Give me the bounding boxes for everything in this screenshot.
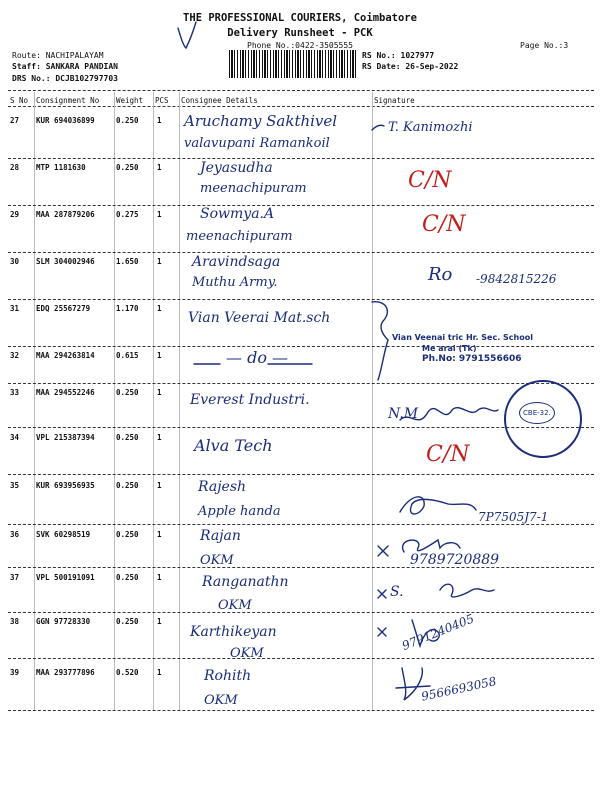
consignee-name: Karthikeyan [190, 624, 277, 640]
row-consignment: MAA 294552246 [36, 388, 95, 397]
consignee-name: Rajesh [198, 479, 247, 495]
signature-phone: 9566693058 [420, 674, 498, 704]
cin-mark: C/N [408, 168, 452, 193]
rs-number: RS No.: 1027977 [362, 51, 435, 60]
signature-phone: 9791240405 [400, 611, 477, 653]
signature-phone: 9789720889 [410, 552, 500, 568]
row-weight: 1.170 [116, 304, 139, 313]
consignee-name: Jeyasudha [200, 160, 273, 176]
row-consignment: MAA 294263814 [36, 351, 95, 360]
row-weight: 0.250 [116, 617, 139, 626]
row-pcs: 1 [157, 617, 162, 626]
row-sno: 38 [10, 617, 20, 626]
stamp-line: Vian Veenai tric Hr. Sec. School [392, 333, 533, 342]
consignee-name: Sowmya.A [200, 206, 275, 222]
row-pcs: 1 [157, 351, 162, 360]
row-weight: 0.520 [116, 668, 139, 677]
signature-stroke [396, 668, 430, 700]
row-pcs: 1 [157, 163, 162, 172]
row-consignment: GGN 97728330 [36, 617, 91, 626]
seal-text: CBE-32. [519, 402, 555, 424]
row-consignment: MAA 287879206 [36, 210, 95, 219]
stamp-line: Me arai (Tk) [422, 344, 477, 353]
row-weight: 0.250 [116, 530, 139, 539]
row-consignment: SLM 304002946 [36, 257, 95, 266]
consignee-name: Rajan [200, 528, 241, 544]
document-title: THE PROFESSIONAL COURIERS, Coimbatore [183, 12, 417, 24]
row-sno: 30 [10, 257, 20, 266]
row-sno: 31 [10, 304, 20, 313]
col-header-pcs: PCS [155, 96, 169, 105]
consignee-name: Aravindsaga [192, 254, 281, 270]
row-pcs: 1 [157, 481, 162, 490]
signature-text: T. Kanimozhi [388, 120, 473, 135]
row-pcs: 1 [157, 210, 162, 219]
row-pcs: 1 [157, 116, 162, 125]
cross-mark [378, 590, 386, 598]
consignee-address: Apple handa [198, 504, 281, 519]
row-weight: 0.250 [116, 116, 139, 125]
signature-text: S. [390, 584, 404, 600]
row-weight: 0.250 [116, 433, 139, 442]
consignee-address: OKM [204, 693, 238, 708]
tick-mark [178, 22, 196, 48]
signature-stroke [400, 408, 498, 420]
consignee-name: Ranganathn [202, 574, 289, 590]
row-sno: 34 [10, 433, 20, 442]
row-consignment: SVK 60298519 [36, 530, 91, 539]
signature-stroke [403, 540, 460, 552]
stamp-line: Ph.No: 9791556606 [422, 354, 522, 364]
row-sno: 29 [10, 210, 20, 219]
consignee-address: OKM [218, 598, 252, 613]
signature-stroke [412, 620, 439, 646]
row-weight: 0.250 [116, 573, 139, 582]
consignee-name: Aruchamy Sakthivel [184, 112, 338, 130]
consignee-address: meenachipuram [186, 229, 293, 244]
signature-phone: -9842815226 [476, 272, 557, 286]
row-sno: 28 [10, 163, 20, 172]
signature-text: Ro [428, 264, 453, 285]
consignee-address: OKM [200, 553, 234, 568]
row-consignment: MTP 1181630 [36, 163, 86, 172]
row-sno: 32 [10, 351, 20, 360]
col-header-consignment: Consignment No [36, 96, 100, 105]
row-sno: 39 [10, 668, 20, 677]
consignee-name: Everest Industri. [190, 392, 310, 408]
row-weight: 0.250 [116, 481, 139, 490]
consignee-name: — do — [226, 348, 289, 367]
col-header-signature: Signature [374, 96, 415, 105]
consignee-name: Vian Veerai Mat.sch [188, 310, 331, 326]
signature-stroke [372, 125, 384, 130]
row-weight: 0.275 [116, 210, 139, 219]
consignee-address: meenachipuram [200, 181, 307, 196]
row-pcs: 1 [157, 573, 162, 582]
consignee-address: Muthu Army. [192, 275, 278, 290]
row-pcs: 1 [157, 257, 162, 266]
row-consignment: EDQ 25567279 [36, 304, 91, 313]
bracket-stroke [372, 302, 388, 380]
consignee-name: Alva Tech [194, 436, 273, 455]
consignee-address: OKM [230, 646, 264, 661]
row-sno: 35 [10, 481, 20, 490]
row-pcs: 1 [157, 668, 162, 677]
rs-date: RS Date: 26-Sep-2022 [362, 62, 459, 71]
row-weight: 0.250 [116, 388, 139, 397]
cross-mark [378, 628, 386, 636]
drs-number: DRS No.: DCJB102797703 [12, 74, 118, 83]
col-header-sno: S No [10, 96, 29, 105]
row-consignment: MAA 293777896 [36, 668, 95, 677]
row-sno: 37 [10, 573, 20, 582]
row-pcs: 1 [157, 433, 162, 442]
row-pcs: 1 [157, 304, 162, 313]
row-consignment: KUR 693956935 [36, 481, 95, 490]
col-header-consignee: Consignee Details [181, 96, 258, 105]
signature-stroke [400, 497, 476, 514]
consignee-address: valavupani Ramankoil [184, 136, 330, 151]
signature-phone: 7P7505J7-1 [478, 510, 549, 524]
consignee-name: Rohith [204, 668, 252, 684]
row-sno: 27 [10, 116, 20, 125]
row-weight: 0.250 [116, 163, 139, 172]
cin-mark: C/N [426, 442, 470, 467]
row-weight: 0.615 [116, 351, 139, 360]
col-header-weight: Weight [116, 96, 144, 105]
cross-mark [378, 546, 388, 556]
row-sno: 33 [10, 388, 20, 397]
signature-stroke [440, 584, 494, 597]
row-sno: 36 [10, 530, 20, 539]
row-weight: 1.650 [116, 257, 139, 266]
signature-text: N.M [388, 406, 419, 422]
cin-mark: C/N [422, 212, 466, 237]
row-consignment: VPL 215387394 [36, 433, 95, 442]
row-consignment: KUR 694036899 [36, 116, 95, 125]
row-pcs: 1 [157, 530, 162, 539]
staff-label: Staff: SANKARA PANDIAN [12, 62, 118, 71]
document-subtitle: Delivery Runsheet - PCK [227, 27, 373, 39]
phone-number: Phone No.:0422-3505555 [247, 41, 353, 50]
row-consignment: VPL 500191091 [36, 573, 95, 582]
page-number: Page No.:3 [520, 41, 569, 50]
route-label: Route: NACHIPALAYAM [12, 51, 104, 60]
row-pcs: 1 [157, 388, 162, 397]
